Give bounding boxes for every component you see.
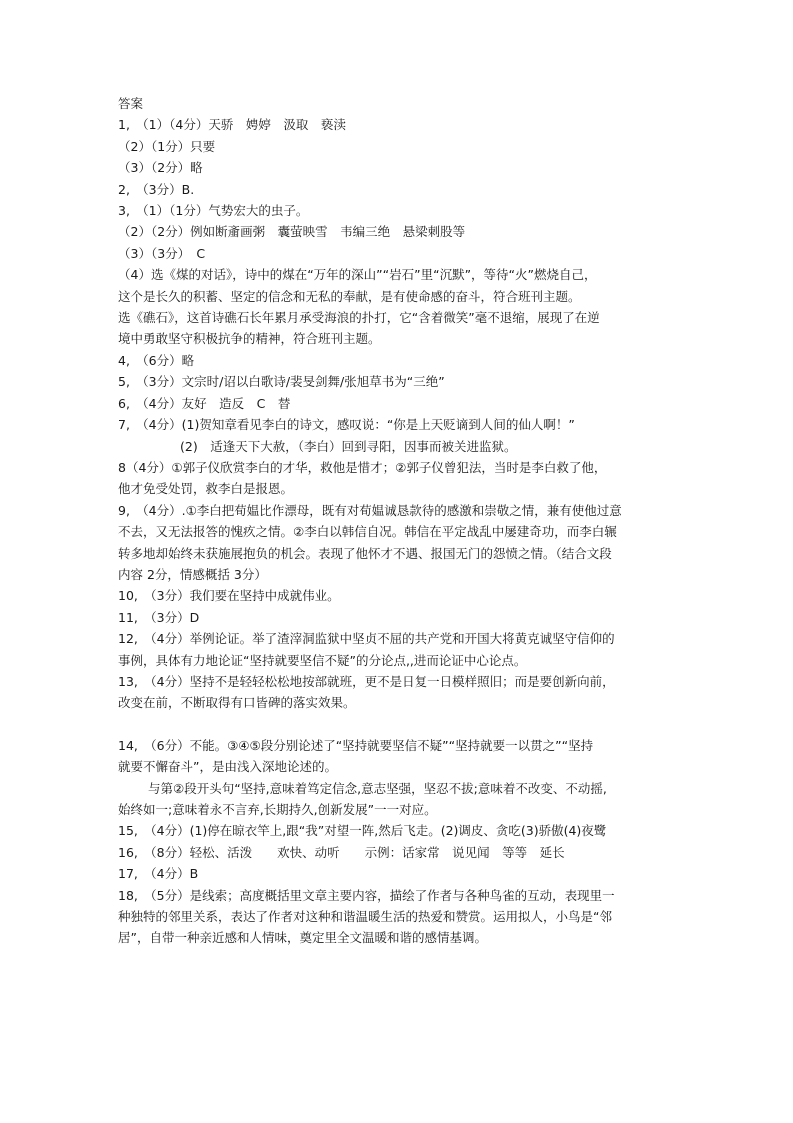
answer-line: 与第②段开头句“坚持,意味着笃定信念,意志坚强，坚忍不拔;意味着不改变、不动摇,	[148, 780, 607, 796]
answer-line: 16, （8分）轻松、活泼 欢快、动听 示例：话家常 说见闻 等等 延长	[118, 844, 565, 860]
answer-line: （3）（3分） C	[118, 245, 206, 261]
answer-line: 事例，具体有力地论证“坚持就要坚信不疑”的分论点,,进而论证中心论点。	[118, 652, 527, 668]
answer-line: 13, （4分）坚持不是轻轻松松地按部就班，更不是日复一日模样照旧；而是要创新向前，	[118, 673, 615, 689]
answer-line: 18, （5分）是线索；高度概括里文章主要内容，描绘了作者与各种鸟雀的互动，表现里一	[118, 887, 615, 903]
answer-line: 转多地却始终未获施展抱负的机会。表现了他怀才不遇、报国无门的怨愤之情。（结合文段	[118, 545, 612, 561]
answer-line: 2, （3分）B.	[118, 181, 195, 197]
answer-line: 10, （3分）我们要在坚持中成就伟业。	[118, 588, 340, 604]
answer-line: 这个是长久的积蓄、坚定的信念和无私的奉献，是有使命感的奋斗，符合班刊主题。	[118, 288, 581, 304]
answer-line: 始终如一;意味着永不言弃,长期持久,创新发展”一一对应。	[118, 802, 437, 817]
answer-line: （2）（2分）例如断齑画粥 囊萤映雪 韦编三绝 悬梁刺股等	[118, 224, 466, 240]
answer-line: 15, （4分）(1)停在晾衣竿上,跟“我”对望一阵,然后飞走。(2)调皮、贪吃(3)骄傲(4)夜鹭	[118, 823, 607, 839]
answer-line: 5, （3分）文宗时/诏以白歌诗/裴旻剑舞/张旭草书为“三绝”	[118, 374, 445, 390]
answer-line: 就要不懈奋斗”，是由浅入深地论述的。	[118, 759, 337, 775]
answer-line: 17, （4分）B	[118, 866, 199, 882]
answer-line: 4, （6分）略	[118, 352, 195, 368]
answer-line: 居”，自带一种亲近感和人情味，奠定里全文温暖和谐的感情基调。	[118, 930, 487, 946]
doc-heading: 答案	[118, 96, 144, 111]
answer-line: 他才免受处罚，救李白是报恩。	[118, 481, 294, 497]
answer-line: 1, （1）（4分）天骄 娉婷 汲取 亵渎	[118, 117, 346, 133]
answer-line: 境中勇敢坚守积极抗争的精神，符合班刊主题。	[118, 331, 381, 347]
answer-line: 11, （3分）D	[118, 609, 200, 625]
answer-line: （2）（1分）只要	[118, 138, 216, 154]
answer-line: 7, （4分）(1)贺知章看见李白的诗文，感叹说：“你是上天贬谪到人间的仙人啊！”	[118, 417, 575, 433]
answer-line: 3, （1）（1分）气势宏大的虫子。	[118, 203, 309, 219]
answer-line: 种独特的邻里关系，表达了作者对这种和谐温暖生活的热爱和赞赏。运用拟人，小鸟是“邻	[118, 909, 612, 925]
answer-line: 内容 2分，情感概括 3分）	[118, 566, 267, 582]
answer-line: 14, （6分）不能。③④⑤段分别论述了“坚持就要坚信不疑”“坚持就要一以贯之”“坚持	[118, 737, 594, 753]
answer-line: 改变在前，不断取得有口皆碑的落实效果。	[118, 695, 356, 711]
answer-line: 9, （4分）.①李白把荀媪比作漂母，既有对荀媪诚恳款待的感激和崇敬之情，兼有使他过意	[118, 502, 622, 518]
blank-line	[118, 714, 713, 735]
answer-line: (2) 适逢天下大赦，（李白）回到寻阳，因事而被关进监狱。	[180, 438, 517, 454]
answer-line: 12, （4分）举例论证。举了渣滓洞监狱中坚贞不屈的共产党和开国大将黄克诚坚守信仰的	[118, 631, 615, 647]
answer-line: （3）（2分）略	[118, 160, 203, 176]
answer-line: （4）选《煤的对话》，诗中的煤在“万年的深山”“岩石”里“沉默”，等待“火”燃烧自己，	[118, 267, 597, 283]
answer-line: 选《礁石》，这首诗礁石长年累月承受海浪的扑打，它“含着微笑”毫不退缩，展现了在逆	[118, 310, 600, 326]
answer-line: 8（4分）①郭子仪欣赏李白的才华，救他是惜才；②郭子仪曾犯法，当时是李白救了他，	[118, 459, 607, 475]
answer-line: 6, （4分）友好 造反 C 替	[118, 395, 291, 411]
answer-line: 不去，又无法报答的愧疚之情。②李白以韩信自况。韩信在平定战乱中屡建奇功，而李白辗	[118, 524, 617, 540]
